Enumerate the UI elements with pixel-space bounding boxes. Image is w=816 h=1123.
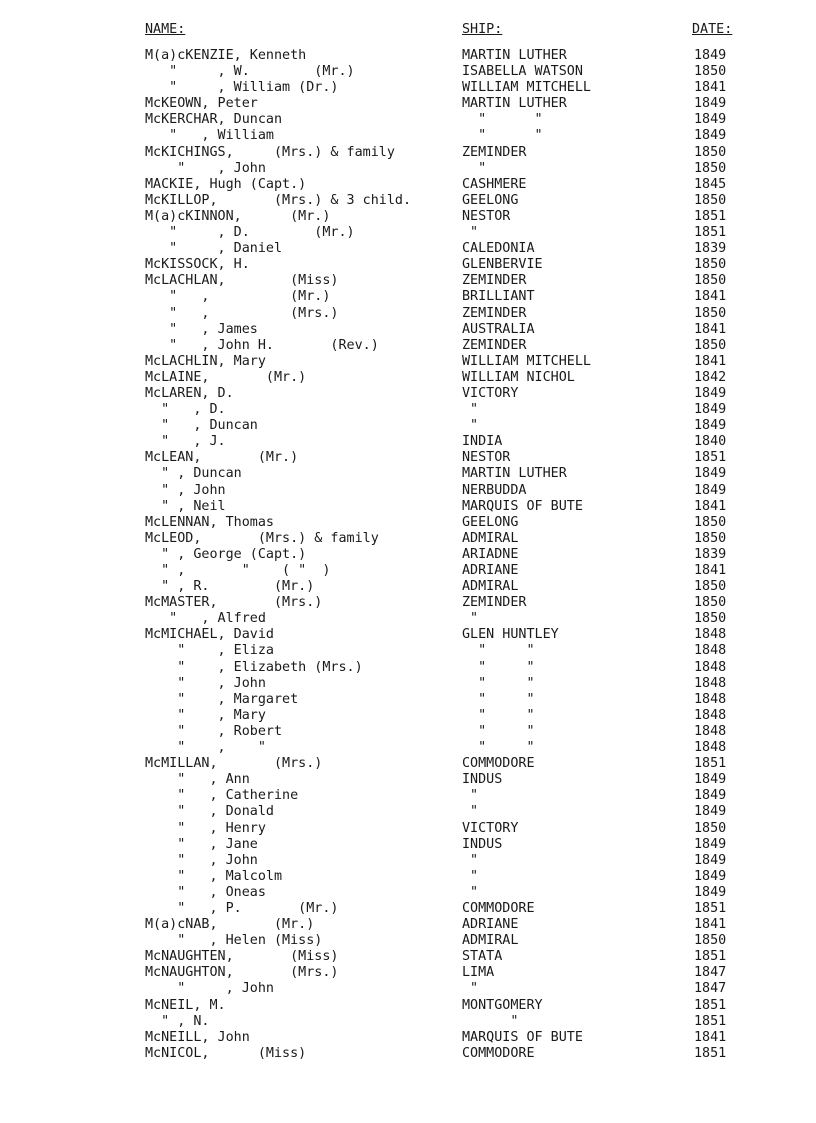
column-headers	[0, 22, 816, 38]
passenger-name: " , Alfred	[145, 611, 266, 627]
arrival-year: 1851	[694, 1045, 727, 1061]
list-row	[0, 660, 816, 676]
passenger-name: " , George (Capt.)	[145, 546, 307, 562]
ship-name: MARTIN LUTHER	[462, 466, 567, 482]
arrival-year: 1849	[694, 112, 727, 128]
passenger-name: McLEOD, (Mrs.) & family	[145, 530, 379, 546]
arrival-year: 1849	[694, 836, 727, 852]
passenger-name: MACKIE, Hugh (Capt.)	[145, 176, 307, 192]
passenger-name: McKISSOCK, H.	[145, 257, 250, 273]
arrival-year: 1850	[694, 160, 727, 176]
passenger-name: McLENNAN, Thomas	[145, 514, 274, 530]
passenger-name: McKICHINGS, (Mrs.) & family	[145, 144, 395, 160]
passenger-name: " , Neil	[145, 498, 226, 514]
list-row	[0, 177, 816, 193]
arrival-year: 1848	[694, 740, 727, 756]
list-row	[0, 145, 816, 161]
arrival-year: 1841	[694, 289, 727, 305]
list-row	[0, 788, 816, 804]
list-row	[0, 869, 816, 885]
passenger-name: McLACHLAN, (Miss)	[145, 273, 339, 289]
arrival-year: 1850	[694, 257, 727, 273]
arrival-year: 1850	[694, 595, 727, 611]
list-row	[0, 96, 816, 112]
list-row	[0, 981, 816, 997]
arrival-year: 1849	[694, 96, 727, 112]
list-row	[0, 692, 816, 708]
ship-name: MARQUIS OF BUTE	[462, 498, 583, 514]
list-row	[0, 1014, 816, 1030]
passenger-name: " , Margaret	[145, 691, 299, 707]
list-row	[0, 949, 816, 965]
arrival-year: 1849	[694, 852, 727, 868]
arrival-year: 1848	[694, 691, 727, 707]
arrival-year: 1848	[694, 707, 727, 723]
ship-name: MONTGOMERY	[462, 997, 543, 1013]
arrival-year: 1850	[694, 64, 727, 80]
list-row	[0, 241, 816, 257]
list-row	[0, 128, 816, 144]
ship-name: "	[462, 1013, 519, 1029]
passenger-name: " , William (Dr.)	[145, 80, 339, 96]
passenger-name: M(a)cNAB, (Mr.)	[145, 917, 315, 933]
arrival-year: 1850	[694, 579, 727, 595]
ship-name: "	[462, 981, 479, 997]
passenger-name: " , Robert	[145, 723, 283, 739]
ship-name: " "	[462, 740, 535, 756]
passenger-name: McLAREN, D.	[145, 385, 234, 401]
ship-name: " "	[462, 643, 535, 659]
ship-name: " "	[462, 112, 543, 128]
ship-name: MARTIN LUTHER	[462, 96, 567, 112]
arrival-year: 1849	[694, 868, 727, 884]
arrival-year: 1841	[694, 917, 727, 933]
passenger-name: " , John	[145, 482, 226, 498]
ship-name: BRILLIANT	[462, 289, 535, 305]
arrival-year: 1850	[694, 144, 727, 160]
ship-name: GEELONG	[462, 192, 519, 208]
list-row	[0, 1046, 816, 1062]
arrival-year: 1848	[694, 723, 727, 739]
ship-name: "	[462, 868, 479, 884]
passenger-name: " , John	[145, 981, 274, 997]
passenger-name: M(a)cKINNON, (Mr.)	[145, 208, 331, 224]
list-row	[0, 289, 816, 305]
arrival-year: 1850	[694, 530, 727, 546]
list-row	[0, 676, 816, 692]
ship-name: INDUS	[462, 772, 503, 788]
ship-name: "	[462, 160, 487, 176]
ship-name: ARIADNE	[462, 546, 519, 562]
ship-name: CASHMERE	[462, 176, 527, 192]
ship-name: NESTOR	[462, 450, 511, 466]
passenger-name: " , Daniel	[145, 241, 283, 257]
ship-name: WILLIAM NICHOL	[462, 369, 575, 385]
arrival-year: 1840	[694, 434, 727, 450]
list-row	[0, 161, 816, 177]
ship-name: MARQUIS OF BUTE	[462, 1029, 583, 1045]
list-row	[0, 386, 816, 402]
ship-name: " "	[462, 723, 535, 739]
passenger-name: McNAUGHTEN, (Miss)	[145, 949, 339, 965]
arrival-year: 1841	[694, 80, 727, 96]
list-row	[0, 853, 816, 869]
ship-name: ISABELLA WATSON	[462, 64, 583, 80]
passenger-name: " , Oneas	[145, 884, 266, 900]
arrival-year: 1849	[694, 466, 727, 482]
arrival-year: 1851	[694, 756, 727, 772]
list-row	[0, 933, 816, 949]
list-row	[0, 740, 816, 756]
list-row	[0, 804, 816, 820]
passenger-name: " , N.	[145, 1013, 210, 1029]
ship-name: ADRIANE	[462, 917, 519, 933]
list-row	[0, 112, 816, 128]
ship-name: INDIA	[462, 434, 503, 450]
ship-name: " "	[462, 691, 535, 707]
passenger-name: McMILLAN, (Mrs.)	[145, 756, 323, 772]
list-row	[0, 837, 816, 853]
arrival-year: 1848	[694, 659, 727, 675]
ship-column-header: SHIP:	[462, 22, 503, 37]
ship-name: INDUS	[462, 836, 503, 852]
list-row	[0, 724, 816, 740]
passenger-name: McNEILL, John	[145, 1029, 250, 1045]
passenger-name: " , J.	[145, 434, 226, 450]
list-row	[0, 611, 816, 627]
passenger-name: " , (Mrs.)	[145, 305, 339, 321]
passenger-name: McKERCHAR, Duncan	[145, 112, 283, 128]
ship-name: " "	[462, 675, 535, 691]
ship-name: " "	[462, 659, 535, 675]
passenger-name: " , John	[145, 160, 266, 176]
list-row	[0, 483, 816, 499]
arrival-year: 1849	[694, 385, 727, 401]
list-row	[0, 531, 816, 547]
ship-name: ZEMINDER	[462, 273, 527, 289]
list-row	[0, 998, 816, 1014]
arrival-year: 1847	[694, 965, 727, 981]
list-row	[0, 257, 816, 273]
arrival-year: 1851	[694, 208, 727, 224]
list-row	[0, 322, 816, 338]
arrival-year: 1839	[694, 241, 727, 257]
arrival-year: 1850	[694, 337, 727, 353]
ship-name: VICTORY	[462, 820, 519, 836]
ship-name: "	[462, 788, 479, 804]
passenger-name: McLEAN, (Mr.)	[145, 450, 299, 466]
list-row	[0, 306, 816, 322]
passenger-name: " , Helen (Miss)	[145, 933, 323, 949]
passenger-name: " , P. (Mr.)	[145, 900, 339, 916]
arrival-year: 1851	[694, 949, 727, 965]
ship-name: GLEN HUNTLEY	[462, 627, 559, 643]
arrival-year: 1849	[694, 402, 727, 418]
list-row	[0, 563, 816, 579]
passenger-name: McKILLOP, (Mrs.) & 3 child.	[145, 192, 412, 208]
passenger-name: McNEIL, M.	[145, 997, 226, 1013]
passenger-name: " , Catherine	[145, 788, 299, 804]
arrival-year: 1851	[694, 225, 727, 241]
ship-name: MARTIN LUTHER	[462, 48, 567, 63]
arrival-year: 1848	[694, 675, 727, 691]
list-row	[0, 225, 816, 241]
ship-name: LIMA	[462, 965, 495, 981]
ship-name: WILLIAM MITCHELL	[462, 80, 591, 96]
ship-name: ADMIRAL	[462, 530, 519, 546]
arrival-year: 1841	[694, 1029, 727, 1045]
passenger-name: " , Ann	[145, 772, 250, 788]
passenger-name: " , John H. (Rev.)	[145, 337, 379, 353]
arrival-year: 1839	[694, 546, 727, 562]
list-row	[0, 708, 816, 724]
ship-name: ADRIANE	[462, 563, 519, 578]
ship-name: CALEDONIA	[462, 241, 535, 257]
ship-name: "	[462, 402, 479, 418]
list-row	[0, 466, 816, 482]
ship-name: ZEMINDER	[462, 305, 527, 321]
ship-name: " "	[462, 128, 543, 144]
passenger-name: " , William	[145, 128, 274, 144]
arrival-year: 1842	[694, 369, 727, 385]
arrival-year: 1851	[694, 450, 727, 466]
passenger-name: " , Donald	[145, 804, 274, 820]
list-row	[0, 370, 816, 386]
passenger-name: McLACHLIN, Mary	[145, 353, 266, 369]
passenger-name: " , Jane	[145, 836, 258, 852]
list-row	[0, 885, 816, 901]
arrival-year: 1851	[694, 1013, 727, 1029]
list-row	[0, 579, 816, 595]
arrival-year: 1850	[694, 933, 727, 949]
passenger-name: " , Malcolm	[145, 868, 283, 884]
list-row	[0, 338, 816, 354]
passenger-name: " , (Mr.)	[145, 289, 331, 305]
list-row	[0, 80, 816, 96]
arrival-year: 1841	[694, 321, 727, 337]
list-row	[0, 821, 816, 837]
passenger-name: McKEOWN, Peter	[145, 96, 258, 112]
arrival-year: 1849	[694, 128, 727, 144]
passenger-name: " , R. (Mr.)	[145, 579, 315, 595]
arrival-year: 1850	[694, 514, 727, 530]
list-row	[0, 64, 816, 80]
ship-name: COMMODORE	[462, 900, 535, 916]
list-row	[0, 627, 816, 643]
passenger-name: " , John	[145, 852, 258, 868]
arrival-year: 1849	[694, 772, 727, 788]
arrival-year: 1851	[694, 900, 727, 916]
arrival-year: 1850	[694, 273, 727, 289]
arrival-year: 1850	[694, 192, 727, 208]
passenger-name: " , D. (Mr.)	[145, 225, 355, 241]
list-row	[0, 209, 816, 225]
list-row	[0, 402, 816, 418]
list-row	[0, 772, 816, 788]
ship-name: VICTORY	[462, 385, 519, 401]
ship-name: WILLIAM MITCHELL	[462, 353, 591, 369]
ship-name: ZEMINDER	[462, 337, 527, 353]
ship-name: STATA	[462, 949, 503, 965]
ship-name: COMMODORE	[462, 1045, 535, 1061]
list-row	[0, 418, 816, 434]
passenger-name: McNICOL, (Miss)	[145, 1045, 307, 1061]
arrival-year: 1850	[694, 305, 727, 321]
passenger-name: " , W. (Mr.)	[145, 64, 355, 80]
passenger-name: " , James	[145, 321, 258, 337]
arrival-year: 1841	[694, 353, 727, 369]
arrival-year: 1848	[694, 627, 727, 643]
ship-name: " "	[462, 707, 535, 723]
list-row	[0, 48, 816, 64]
list-row	[0, 756, 816, 772]
passenger-list	[0, 48, 816, 1062]
arrival-year: 1849	[694, 804, 727, 820]
passenger-name: " , Duncan	[145, 466, 242, 482]
list-row	[0, 354, 816, 370]
passenger-name: McMICHAEL, David	[145, 627, 274, 643]
ship-name: ZEMINDER	[462, 144, 527, 160]
arrival-year: 1848	[694, 643, 727, 659]
arrival-year: 1849	[694, 884, 727, 900]
passenger-name: M(a)cKENZIE, Kenneth	[145, 48, 307, 63]
date-column-header: DATE:	[692, 22, 733, 37]
arrival-year: 1847	[694, 981, 727, 997]
arrival-year: 1849	[694, 788, 727, 804]
ship-name: GLENBERVIE	[462, 257, 543, 273]
list-row	[0, 434, 816, 450]
passenger-name: " , John	[145, 675, 266, 691]
list-row	[0, 515, 816, 531]
ship-name: AUSTRALIA	[462, 321, 535, 337]
list-row	[0, 917, 816, 933]
arrival-year: 1849	[694, 48, 727, 63]
list-row	[0, 595, 816, 611]
list-row	[0, 965, 816, 981]
name-column-header: NAME:	[145, 22, 186, 37]
ship-name: NERBUDDA	[462, 482, 527, 498]
list-row	[0, 499, 816, 515]
passenger-name: McMASTER, (Mrs.)	[145, 595, 323, 611]
ship-name: "	[462, 611, 479, 627]
passenger-name: " , "	[145, 740, 266, 756]
arrival-year: 1845	[694, 176, 727, 192]
ship-name: "	[462, 884, 479, 900]
passenger-name: " , Eliza	[145, 643, 274, 659]
list-row	[0, 273, 816, 289]
passenger-name: " , Mary	[145, 707, 266, 723]
list-row	[0, 193, 816, 209]
ship-name: ADMIRAL	[462, 933, 519, 949]
passenger-name: McNAUGHTON, (Mrs.)	[145, 965, 339, 981]
ship-name: GEELONG	[462, 514, 519, 530]
passenger-name: McLAINE, (Mr.)	[145, 369, 307, 385]
passenger-name: " , Duncan	[145, 418, 258, 434]
arrival-year: 1841	[694, 563, 727, 578]
arrival-year: 1841	[694, 498, 727, 514]
list-row	[0, 901, 816, 917]
list-row	[0, 450, 816, 466]
ship-name: "	[462, 852, 479, 868]
arrival-year: 1849	[694, 482, 727, 498]
arrival-year: 1851	[694, 997, 727, 1013]
passenger-name: " , D.	[145, 402, 226, 418]
passenger-name: " , " ( " )	[145, 563, 331, 578]
ship-name: ADMIRAL	[462, 579, 519, 595]
passenger-name: " , Elizabeth (Mrs.)	[145, 659, 363, 675]
arrival-year: 1850	[694, 820, 727, 836]
arrival-year: 1849	[694, 418, 727, 434]
passenger-name: " , Henry	[145, 820, 266, 836]
ship-name: "	[462, 418, 479, 434]
ship-name: "	[462, 225, 479, 241]
arrival-year: 1850	[694, 611, 727, 627]
ship-name: "	[462, 804, 479, 820]
ship-name: ZEMINDER	[462, 595, 527, 611]
list-row	[0, 547, 816, 563]
ship-name: COMMODORE	[462, 756, 535, 772]
list-row	[0, 643, 816, 659]
list-row	[0, 1030, 816, 1046]
ship-name: NESTOR	[462, 208, 511, 224]
